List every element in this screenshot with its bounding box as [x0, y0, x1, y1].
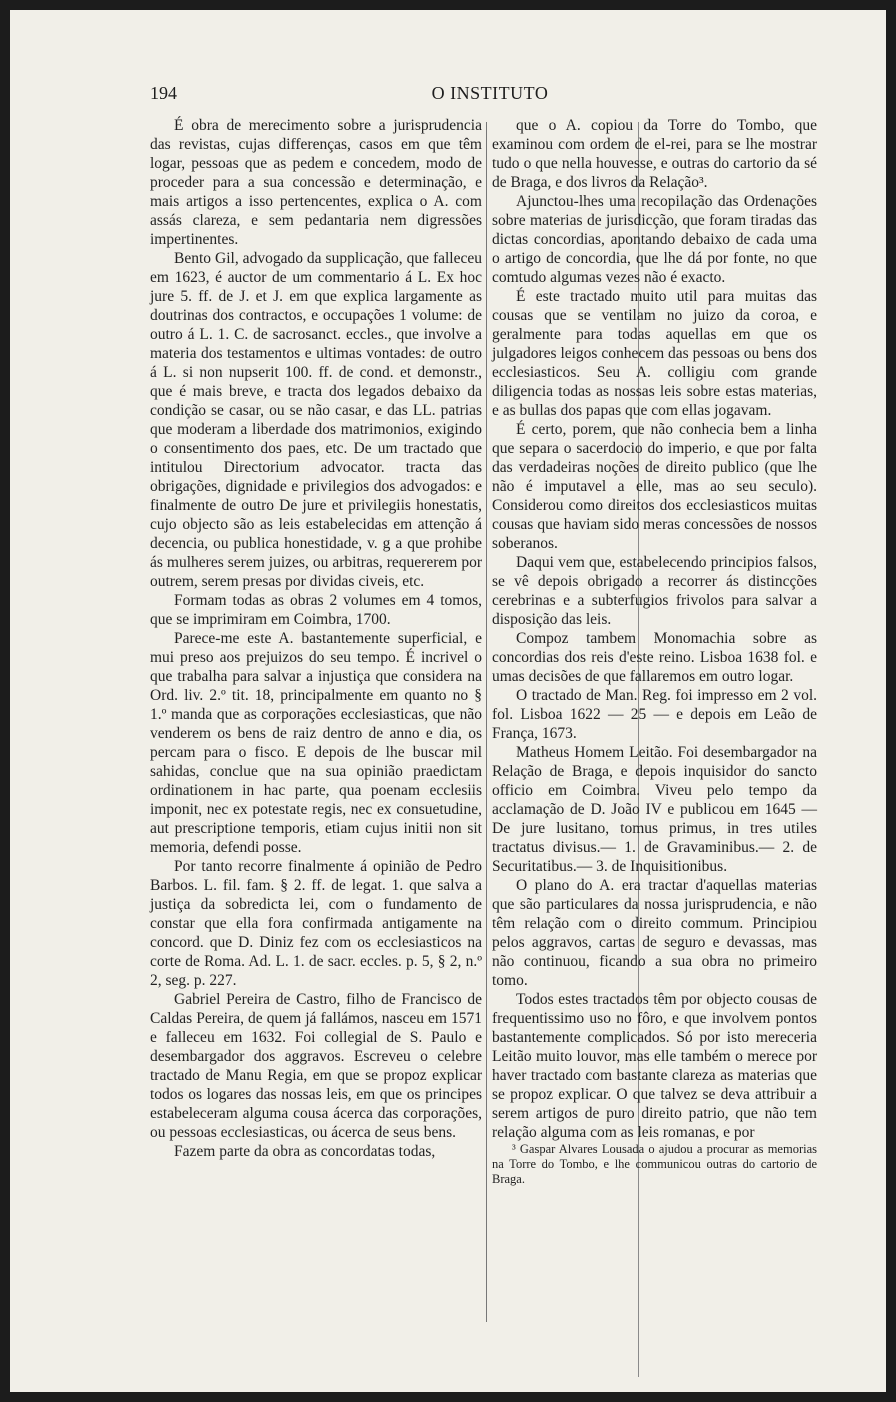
column-divider	[486, 122, 487, 1322]
paragraph: É certo, porem, que não conhecia bem a linha que separa o sacerdocio do imperio, e que por falta das verdadeiras noções de direito publico (que lhe não é imputavel a elle, mas ao seu seculo). Considerou como direitos dos ecclesiasticos muitas cousas que haviam sido meras concessões de nossos soberanos.	[492, 421, 817, 552]
paragraph: O plano do A. era tractar d'aquellas materias que são particulares da nossa jurisprudencia, e não têm relação com o direito commum. Principiou pelos aggravos, cartas de seguro e devassas, mas não continuou, ficando a sua obra no primeiro tomo.	[492, 877, 817, 989]
paragraph: Gabriel Pereira de Castro, filho de Francisco de Caldas Pereira, de quem já fallámos, nasceu em 1571 e falleceu em 1632. Foi collegial de S. Paulo e desembargador dos aggravos. Escreveu o celebre tractado de Manu Regia, em que se propoz explicar todos os logares das nossas leis, em que os principes estabeleceram alguma cousa ácerca das corporações, ou pessoas ecclesiasticas, ou ácerca de seus bens.	[150, 991, 482, 1141]
paragraph: Daqui vem que, estabelecendo principios falsos, se vê depois obrigado a recorrer ás distincções cerebrinas e a subterfugios frivolos para salvar a disposição das leis.	[492, 554, 817, 628]
paragraph: O tractado de Man. Reg. foi impresso em 2 vol. fol. Lisboa 1622 — 25 — e depois em Leão de França, 1673.	[492, 687, 817, 742]
running-header	[150, 83, 830, 109]
paragraph: Compoz tambem Monomachia sobre as concordias dos reis d'este reino. Lisboa 1638 fol. e umas decisões de que fallaremos em outro logar.	[492, 630, 817, 685]
paragraph: Matheus Homem Leitão. Foi desembargador na Relação de Braga, e depois inquisidor do sancto officio em Coimbra. Viveu pelo tempo da acclamação de D. João IV e publicou em 1645 — De jure lusitano, tomus primus, in tres utiles tractatus divisus.— 1. de Gravaminibus.— 2. de Securitatibus.— 3. de Inquisitionibus.	[492, 744, 817, 875]
paragraph: Formam todas as obras 2 volumes em 4 tomos, que se imprimiram em Coimbra, 1700.	[150, 592, 482, 628]
footnote: ³ Gaspar Alvares Lousada o ajudou a procurar as memorias na Torre do Tombo, e lhe communicou outras do cartorio de Braga.	[492, 1142, 817, 1186]
journal-title: O INSTITUTO	[431, 83, 549, 103]
paragraph: Fazem parte da obra as concordatas todas,	[174, 1143, 436, 1160]
paragraph: É este tractado muito util para muitas das cousas que se ventilam no juizo da coroa, e geralmente para todas aquellas em que os julgadores leigos conhecem das pessoas ou bens dos ecclesiasticos. Seu A. colligiu com grande diligencia todas as nossas leis sobre estas materias, e as bullas dos papas que com ellas jogavam.	[492, 288, 818, 419]
paragraph: Ajunctou-lhes uma recopilação das Ordenações sobre materias de jurisdicção, que foram tiradas das dictas concordias, apontando debaixo de cada uma o artigo de concordia, que lhe dá por fonte, no que comtudo algumas vezes não é exacto.	[492, 193, 817, 286]
paragraph: que o A. copiou da Torre do Tombo, que examinou com ordem de el-rei, para se lhe mostrar tudo o que nella houvesse, e outras do cartorio da sé de Braga, e dos livros da Relação³.	[492, 117, 817, 191]
paragraph: Por tanto recorre finalmente á opinião de Pedro Barbos. L. fil. fam. § 2. ff. de legat. 1. que salva a justiça da sobredicta lei, com o fundamento de constar que ella fora confirmada antigamente na concord. que D. Diniz fez com os ecclesiasticos na corte de Roma. Ad. L. 1. de sacr. eccles. p. 5, § 2, n.º 2, seg. p. 227.	[150, 858, 482, 989]
paragraph: É obra de merecimento sobre a jurisprudencia das revistas, cujas differenças, casos em que têm logar, pessoas que as pedem e concedem, modo de proceder para a sua concessão e determinação, e mais artigos a isso pertencentes, explica o A. com assás clareza, e sem pedantaria nem digressões impertinentes.	[150, 117, 482, 248]
paragraph: Parece-me este A. bastantemente superficial, e mui preso aos prejuizos do seu tempo. É incrivel o que trabalha para salvar a injustiça que considera na Ord. liv. 2.º tit. 18, principalmente em quanto no § 1.º manda que as corporações ecclesiasticas, que não venderem os bens de raiz dentro de anno e dia, os percam para o fisco. E depois de lhe buscar mil sahidas, conclue que na sua opinião praedictam ordinationem in hac parte, qua poenam ecclesiis imponit, nec ex potestate regis, nec ex consuetudine, aut prescriptione temporis, etiam cujus initii non sit memoria, defendi posse.	[150, 630, 482, 856]
paragraph: Todos estes tractados têm por objecto cousas de frequentissimo uso no fôro, e que involvem pontos bastantemente complicados. Só por isto mereceria Leitão muito louvor, mas elle também o merece por haver tractado com bastante clareza as materias que se propoz explicar. O que talvez se deva attribuir a serem artigos de puro direito patrio, que não tem relação alguma com as leis romanas, e por	[492, 991, 817, 1141]
page	[10, 10, 886, 1392]
paragraph: Bento Gil, advogado da supplicação, que falleceu em 1623, é auctor de um commentario á L. Ex hoc jure 5. ff. de J. et J. em que explica largamente as doutrinas dos contractos, e occupações 1 volume: de outro á L. 1. C. de sacrosanct. eccles., que involve a materia dos testamentos e ultimas vontades: de outro á L. si non nupserit 100. ff. de cond. et demonstr., que é mais breve, e tracta dos legados debaixo da condição se casar, ou se não casar, e das LL. patrias que moderam a liberdade dos matrimonios, exigindo o consentimento dos paes, etc. De um tractado que intitulou Directorium advocator. tracta das obrigações, dignidade e privilegios dos advogados: e finalmente de outro De jure et privilegiis honestatis, cujo objecto são as leis estabelecidas em attenção á decencia, ou publica honestidade, v. g a que prohibe ás mulheres serem juizes, ou arbitras, requererem por outrem, serem presas por dividas civeis, etc.	[150, 250, 482, 590]
page-number: 194	[150, 83, 177, 103]
left-column	[150, 116, 482, 1161]
right-column	[492, 116, 817, 1187]
